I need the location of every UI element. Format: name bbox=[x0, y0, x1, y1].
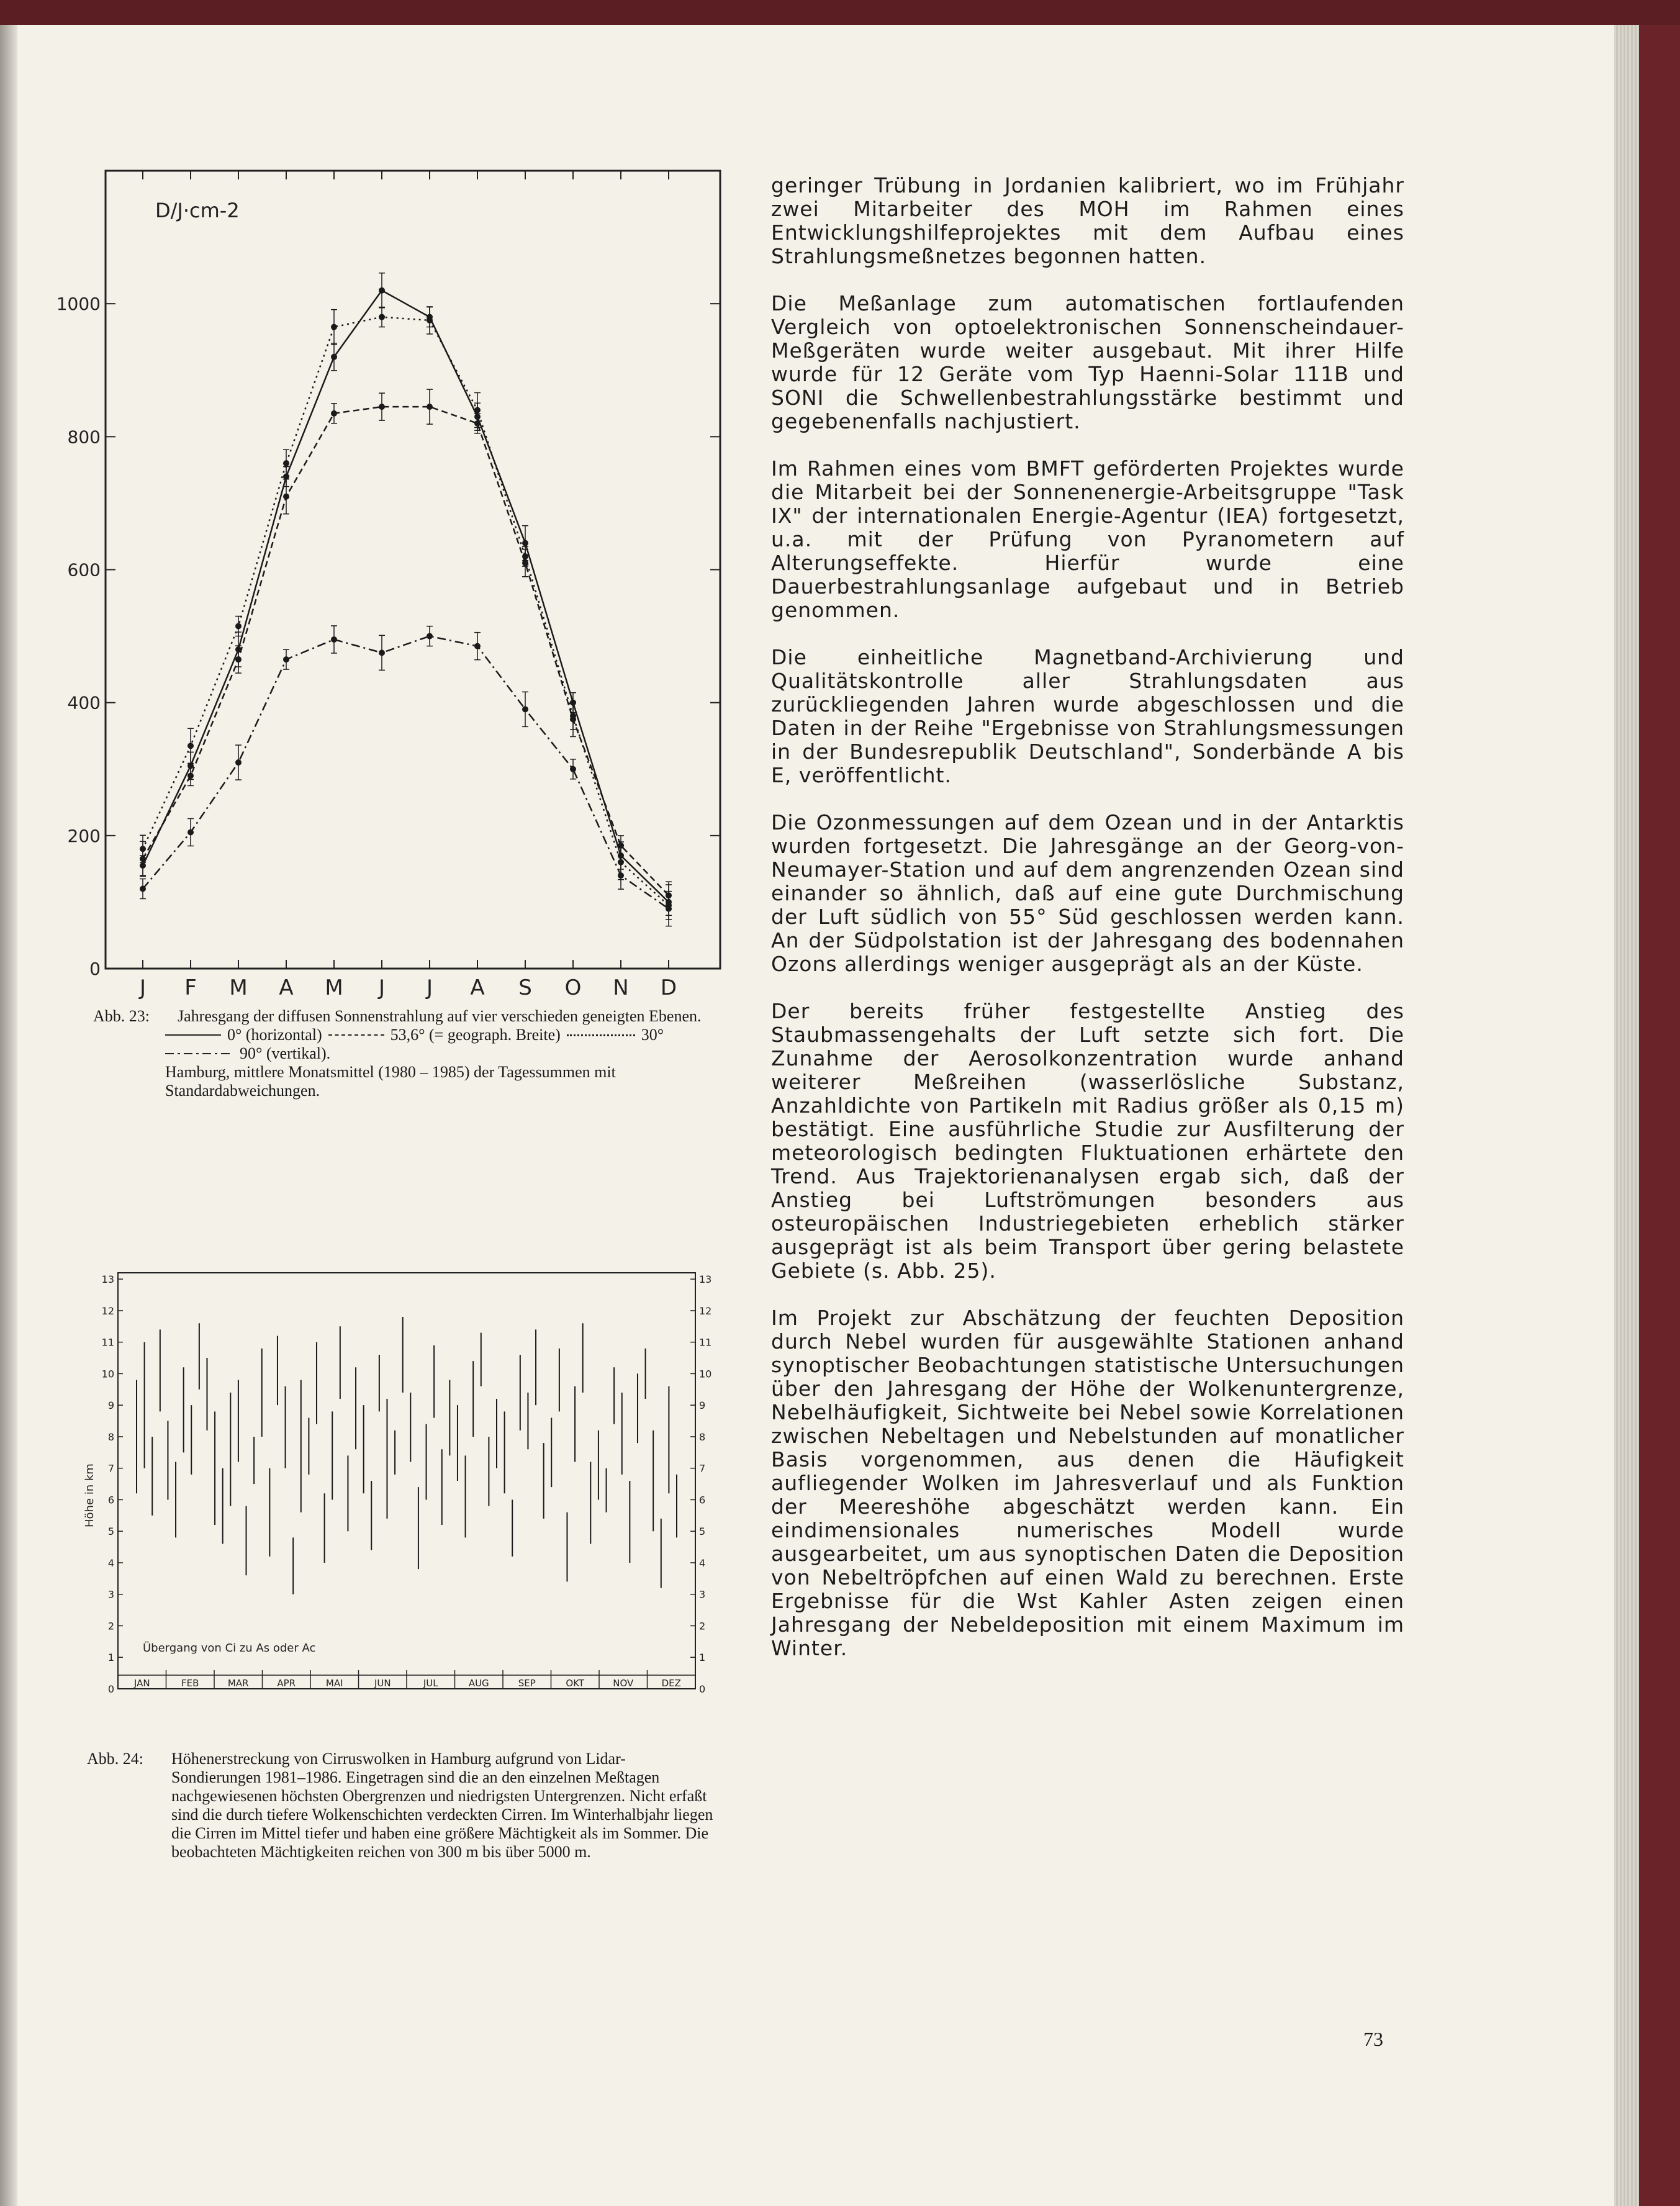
month-label: FEB bbox=[181, 1678, 199, 1689]
month-label: NOV bbox=[613, 1678, 634, 1689]
month-label: JAN bbox=[133, 1678, 150, 1689]
y-tick-label-right: 1 bbox=[699, 1652, 706, 1664]
chart-frame bbox=[106, 171, 720, 969]
y-tick-label-right: 3 bbox=[699, 1588, 706, 1601]
x-tick-label: F bbox=[184, 975, 197, 1000]
paragraph: Im Projekt zur Abschätzung der feuchten Deposition durch Nebel wurden für ausgewählte Stationen anhand synoptischer Beobachtungen statistische Untersuchungen über den Jahresgang der Höhe der Wolkenuntergrenze, Nebelhäufigkeit, Sichtweite bei Nebel sowie Korrelationen zwischen Nebeltagen und Nebelstunden auf monatlicher Basis vorgenommen, aus denen die Häufigkeit aufliegender Wolken im Jahresverlauf und als Funktion der Meereshöhe abgeschätzt werden kann. Ein eindimensionales numerisches Modell wurde ausgearbeitet, um aus synoptischen Daten die Deposition von Nebeltröpfchen auf einen Wald zu berechnen. Erste Ergebnisse für die Wst Kahler Asten zeigen einen Jahresgang der Nebeldeposition mit einem Maximum im Winter. bbox=[771, 1306, 1404, 1660]
series-line-solid bbox=[143, 291, 669, 902]
caption-label: Abb. 23: bbox=[93, 1007, 150, 1025]
x-tick-label: J bbox=[139, 975, 147, 1000]
cloud-range-bars bbox=[137, 1317, 677, 1594]
month-label: MAR bbox=[227, 1678, 249, 1689]
y-tick-label-right: 12 bbox=[699, 1304, 712, 1317]
y-tick-label-left: 2 bbox=[107, 1620, 114, 1632]
y-tick-label-left: 3 bbox=[107, 1588, 114, 1601]
y-tick-label-left: 11 bbox=[101, 1336, 114, 1349]
y-tick-label-left: 8 bbox=[107, 1431, 114, 1443]
legend-label-horizontal: 0° (horizontal) bbox=[227, 1026, 322, 1044]
paragraph: Die einheitliche Magnetband-Archivierung und Qualitätskontrolle aller Strahlungsdaten aus zurückliegenden Jahren wurde abgeschlossen und die Daten in der Reihe "Ergebnisse von Strahlungsmessungen in der Bundesrepublik Deutschland", Sonderbände A bis E, veröffentlicht. bbox=[771, 645, 1404, 787]
y-axis-label: Höhe in km bbox=[83, 1463, 96, 1527]
legend-line-dashdot bbox=[165, 1053, 233, 1054]
series-line-dotted bbox=[143, 317, 669, 906]
y-tick-label-left: 4 bbox=[107, 1557, 114, 1569]
body-text-column bbox=[771, 174, 1404, 1660]
page-edges bbox=[1614, 25, 1639, 2206]
y-tick-label: 800 bbox=[67, 427, 101, 448]
paragraph: Die Meßanlage zum automatischen fortlaufenden Vergleich von optoelektronischen Sonnenscheindauer-Meßgeräten wurde weiter ausgebaut. Mit ihrer Hilfe wurde für 12 Geräte vom Typ Haenni-Solar 111B und SONI die Schwellenbestrahlungsstärke bestimmt und gegebenenfalls nachjustiert. bbox=[771, 291, 1404, 433]
series-line-dashdot bbox=[143, 636, 669, 909]
x-tick-label: D bbox=[660, 975, 677, 1000]
chart-frame bbox=[118, 1273, 695, 1689]
book-cover-edge bbox=[1639, 25, 1680, 2206]
paragraph: Im Rahmen eines vom BMFT geförderten Projektes wurde die Mitarbeit bei der Sonnenenergie-Arbeitsgruppe "Task IX" der internationalen Energie-Agentur (IEA) fortgesetzt, u.a. mit der Prüfung von Pyranometern auf Alterungseffekte. Hierfür wurde eine Dauerbestrahlungsanlage aufgebaut und in Betrieb genommen. bbox=[771, 456, 1404, 622]
x-axis-ticks bbox=[138, 171, 677, 1000]
x-tick-label: M bbox=[229, 975, 248, 1000]
x-tick-label: N bbox=[613, 975, 629, 1000]
y-axis-unit-label: D/J·cm-2 bbox=[155, 199, 240, 222]
legend-label-vertical: 90° (vertikal). bbox=[240, 1044, 331, 1062]
y-tick-label: 400 bbox=[67, 692, 101, 713]
y-tick-label-left: 1 bbox=[107, 1652, 114, 1664]
x-tick-label: A bbox=[470, 975, 485, 1000]
y-tick-label-left: 10 bbox=[101, 1368, 114, 1380]
caption-text: Höhenerstreckung von Cirruswolken in Hamburg aufgrund von Lidar-Sondierungen 1981–1986. Eingetragen sind die an den einzelnen Meßtagen nachgewiesenen höchsten Obergrenzen und niedrigsten Untergrenzen. Nicht erfaßt sind die durch tiefere Wolkenschichten verdeckten Cirren. Im Winterhalbjahr liegen die Cirren im Mittel tiefer und haben eine größere Mächtigkeit als im Sommer. Die beobachteten Mächtigkeiten reichen von 300 m bis über 5000 m. bbox=[171, 1750, 713, 1861]
y-tick-label-right: 0 bbox=[699, 1683, 706, 1695]
page-gutter-shadow bbox=[0, 25, 17, 2206]
y-tick-label-left: 12 bbox=[101, 1304, 114, 1317]
y-tick-label-right: 5 bbox=[699, 1526, 706, 1538]
y-tick-label-right: 13 bbox=[699, 1273, 712, 1286]
y-tick-label-right: 4 bbox=[699, 1557, 706, 1569]
y-tick-label-right: 7 bbox=[699, 1462, 706, 1475]
x-tick-label: M bbox=[325, 975, 343, 1000]
y-tick-label-right: 11 bbox=[699, 1336, 712, 1349]
month-label: JUL bbox=[423, 1678, 438, 1689]
x-tick-label: S bbox=[518, 975, 532, 1000]
x-tick-label: O bbox=[564, 975, 582, 1000]
y-tick-label: 0 bbox=[89, 959, 101, 979]
y-tick-label-right: 6 bbox=[699, 1494, 706, 1506]
page-number: 73 bbox=[1363, 2028, 1383, 2050]
y-tick-label-left: 7 bbox=[107, 1462, 114, 1475]
month-label: MAI bbox=[325, 1678, 343, 1689]
figure-24-chart bbox=[75, 1267, 733, 1714]
month-label: DEZ bbox=[661, 1678, 681, 1689]
y-tick-label-left: 13 bbox=[101, 1273, 114, 1286]
caption-text-2: Hamburg, mittlere Monatsmittel (1980 – 1985) der Tagessummen mit Standardabweichungen. bbox=[165, 1063, 616, 1100]
y-tick-label-left: 0 bbox=[107, 1683, 114, 1695]
legend-line-solid bbox=[165, 1034, 221, 1036]
x-tick-label: J bbox=[378, 975, 386, 1000]
y-tick-label-right: 8 bbox=[699, 1431, 706, 1443]
month-label: JUN bbox=[374, 1678, 391, 1689]
x-tick-label: A bbox=[279, 975, 294, 1000]
caption-text: Jahresgang der diffusen Sonnenstrahlung auf vier verschieden geneigten Ebenen. bbox=[178, 1007, 702, 1025]
legend-label-30: 30° bbox=[641, 1026, 664, 1044]
x-tick-label: J bbox=[426, 975, 433, 1000]
chart-legend: Übergang von Ci zu As oder Ac bbox=[143, 1642, 316, 1655]
y-tick-label-right: 2 bbox=[699, 1620, 706, 1632]
y-tick-label: 1000 bbox=[56, 294, 101, 315]
paragraph: Der bereits früher festgestellte Anstieg des Staubmassengehalts der Luft setzte sich fort. Die Zunahme der Aerosolkonzentration wurde anhand weiterer Meßreihen (wasserlösliche Substanz, Anzahldichte von Partikeln mit Radius größer als 0,15 m) bestätigt. Eine ausführliche Studie zur Ausfilterung der meteorologisch bedingten Fluktuationen erhärtete den Trend. Aus Trajektorienanalysen ergab sich, daß der Anstieg bei Luftströmungen besonders aus osteuropäischen Industriegebieten erheblich stärker ausgeprägt ist als beim Transport über gering belastete Gebiete (s. Abb. 25). bbox=[771, 999, 1404, 1283]
y-tick-label: 600 bbox=[67, 559, 101, 581]
month-label: OKT bbox=[566, 1678, 585, 1689]
paragraph: geringer Trübung in Jordanien kalibriert, wo im Frühjahr zwei Mitarbeiter des MOH im Rahmen eines Entwicklungshilfeprojektes mit dem Aufbau eines Strahlungsmeßnetzes begonnen hatten. bbox=[771, 173, 1404, 268]
caption-legend bbox=[93, 1026, 714, 1100]
month-label: SEP bbox=[518, 1678, 536, 1689]
legend-line-dotted bbox=[567, 1034, 635, 1036]
legend-label-53: 53,6° (= geograph. Breite) bbox=[390, 1026, 561, 1044]
figure-24-caption bbox=[87, 1750, 714, 1861]
series-line-dashed bbox=[143, 407, 669, 895]
y-tick-label-left: 5 bbox=[107, 1526, 114, 1538]
paragraph: Die Ozonmessungen auf dem Ozean und in der Antarktis wurden fortgesetzt. Die Jahresgänge an der Georg-von-Neumayer-Station und auf dem angrenzenden Ozean sind einander so ähnlich, daß auf eine gute Durchmischung der Luft südlich von 55° Süd geschlossen werden kann. An der Südpolstation ist der Jahresgang des bodennahen Ozons allerdings weniger ausgeprägt als an der Küste. bbox=[771, 810, 1404, 976]
figure-23-caption bbox=[93, 1007, 714, 1100]
figure-23-chart bbox=[56, 165, 733, 1009]
month-label: AUG bbox=[468, 1678, 489, 1689]
caption-label: Abb. 24: bbox=[87, 1750, 143, 1768]
y-tick-label-right: 10 bbox=[699, 1368, 712, 1380]
y-axis-ticks bbox=[102, 1273, 712, 1695]
chart-series bbox=[140, 273, 672, 926]
y-tick-label-right: 9 bbox=[699, 1399, 706, 1412]
legend-line-dashed bbox=[328, 1034, 384, 1036]
y-tick-label: 200 bbox=[67, 825, 101, 846]
y-tick-label-left: 6 bbox=[107, 1494, 114, 1506]
month-label: APR bbox=[277, 1678, 296, 1689]
x-axis-months bbox=[118, 1670, 695, 1689]
y-tick-label-left: 9 bbox=[107, 1399, 114, 1412]
